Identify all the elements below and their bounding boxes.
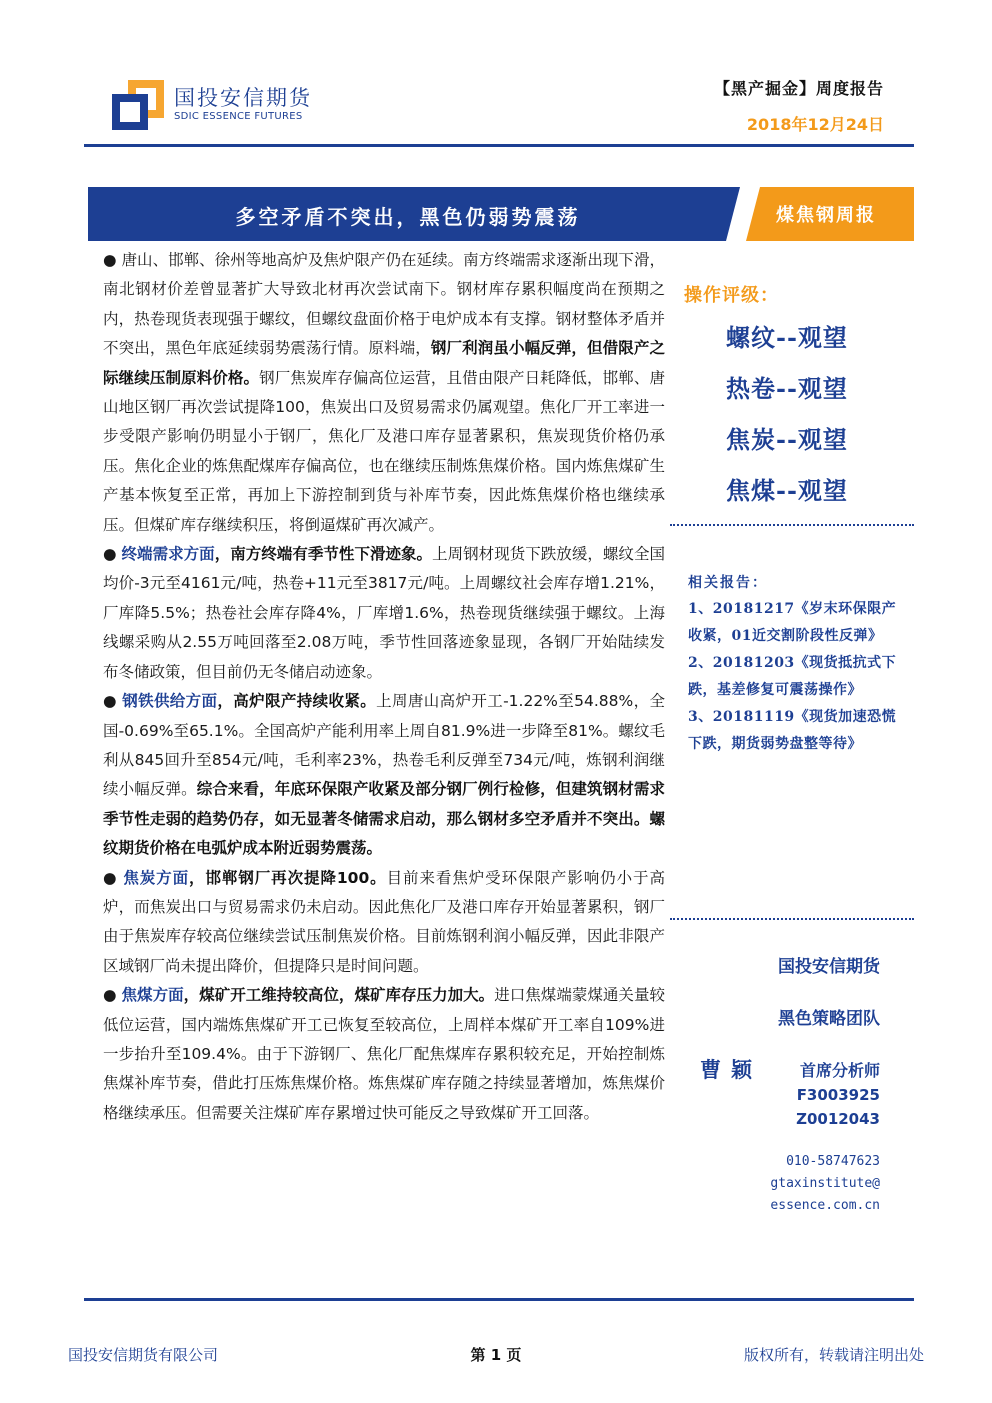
demand-text: 上周钢材现货下跌放缓，螺纹全国均价-3元至4161元/吨，热卷+11元至3817元/吨。上周螺纹社会库存增1.21%，厂库降5.5%；热卷社会库存降4%，厂库增1.6%，热卷现货继续强于螺纹。上海线螺采购从2.55万吨回落至2.08万吨，季节性回落迹象显现，各钢厂开始陆续发布冬储政策，但目前仍无冬储启动迹象。 bbox=[103, 545, 665, 681]
supply-text: 上周唐山高炉开工-1.22%至54.88%，全国-0.69%至65.1%。全国高炉产能利用率上周自81.9%进一步降至81%。螺纹毛利从845回升至854元/吨，毛利率23%，热卷毛利反弹至734元/吨，炼钢利润继续小幅反弹。 bbox=[103, 692, 665, 799]
footer-company: 国投安信期货有限公司 bbox=[68, 1346, 219, 1364]
report-title: 多空矛盾不突出，黑色仍弱势震荡 bbox=[235, 205, 581, 229]
coking-coal-heading: 焦煤方面 bbox=[121, 986, 184, 1005]
coke-text: 目前来看焦炉受环保限产影响仍小于高炉，而焦炭出口与贸易需求仍未启动。因此焦化厂及港口库存开始显著累积，钢厂由于焦炭库存较高位继续尝试压制焦炭价格。目前炼钢利润小幅反弹，因此非限产区域钢厂尚未提出降价，但提降只是时间问题。 bbox=[103, 868, 665, 975]
demand-bold: ，南方终端有季节性下滑迹象。 bbox=[214, 545, 433, 564]
rating-title: 操作评级： bbox=[684, 285, 779, 306]
summary-bold: 钢厂利润虽小幅反弹，但借限产之际继续压制原料价格。 bbox=[103, 339, 665, 387]
contact-email[interactable]: essence.com.cn bbox=[770, 1198, 880, 1213]
supply-paragraph bbox=[103, 687, 665, 863]
rating-item: 热卷--观望 bbox=[726, 374, 848, 403]
org-name: 国投安信期货 bbox=[778, 957, 880, 977]
page-number: 第 1 页 bbox=[470, 1346, 522, 1364]
report-body bbox=[103, 246, 665, 1128]
related-reports-list bbox=[688, 596, 904, 758]
rating-item: 焦炭--观望 bbox=[726, 425, 848, 454]
rating-item: 焦煤--观望 bbox=[726, 476, 848, 505]
demand-paragraph bbox=[103, 540, 665, 687]
coking-coal-text: 进口焦煤端蒙煤通关量较低位运营，国内端炼焦煤矿开工已恢复至较高位，上周样本煤矿开工率自109%进一步抬升至109.4%。由于下游钢厂、焦化厂配焦煤库存累积较充足，开始控制炼焦煤补库节奏，借此打压炼焦煤价格。炼焦煤矿库存随之持续显著增加，炼焦煤价格继续承压。但需要关注煤矿库存累增过快可能反之导致煤矿开工回落。 bbox=[103, 986, 665, 1122]
coke-bold: ，邯郸钢厂再次提降100。 bbox=[189, 868, 387, 887]
rating-list bbox=[726, 318, 848, 522]
bullet: ● bbox=[103, 692, 123, 711]
summary-text-a: ● 唐山、邯郸、徐州等地高炉及焦炉限产仍在延续。南方终端需求逐渐出现下滑，南北钢材价差曾显著扩大导致北材再次尝试南下。钢材库存累积幅度尚在预期之内，热卷现货表现强于螺纹，但螺纹盘面价格于电炉成本有支撑。钢材整体矛盾并不突出，黑色年底延续弱势震荡行情。原料端， bbox=[103, 251, 665, 358]
title-banner bbox=[88, 187, 914, 241]
coke-heading: 焦炭方面 bbox=[123, 868, 190, 887]
related-report-link[interactable]: 2、20181203《现货抵抗式下跌，基差修复可震荡操作》 bbox=[688, 655, 897, 698]
header-rule bbox=[84, 144, 914, 147]
footer-rule bbox=[84, 1298, 914, 1301]
demand-heading: 终端需求方面 bbox=[121, 545, 215, 564]
logo-cn-text: 国投安信期货 bbox=[174, 86, 312, 110]
related-reports-title: 相关报告： bbox=[688, 575, 768, 591]
coking-coal-paragraph bbox=[103, 981, 665, 1128]
report-category: 煤焦钢周报 bbox=[776, 205, 876, 226]
logo-mark-icon bbox=[112, 80, 164, 130]
related-report-link[interactable]: 3、20181119《现货加速恐慌下跌，期货弱势盘整等待》 bbox=[688, 709, 897, 752]
analyst-name: 曹颖 bbox=[700, 1058, 762, 1082]
report-series: 【黑产掘金】周度报告 bbox=[713, 79, 884, 98]
qualification-number: F3003925 bbox=[796, 1086, 880, 1104]
coke-paragraph bbox=[103, 864, 665, 982]
supply-heading: 钢铁供给方面 bbox=[122, 692, 218, 711]
team-name: 黑色策略团队 bbox=[778, 1009, 880, 1029]
supply-conclusion: 综合来看，年底环保限产收紧及部分钢厂例行检修，但建筑钢材需求季节性走弱的趋势仍存，如无显著冬储需求启动，那么钢材多空矛盾并不突出。螺纹期货价格在电弧炉成本附近弱势震荡。 bbox=[103, 780, 665, 858]
supply-bold: ，高炉限产持续收紧。 bbox=[217, 692, 377, 711]
contact-email[interactable]: gtaxinstitute@ bbox=[770, 1176, 880, 1191]
bullet: ● bbox=[103, 868, 124, 887]
logo-en-text: SDIC ESSENCE FUTURES bbox=[174, 111, 303, 122]
report-date: 2018年12月24日 bbox=[746, 115, 884, 134]
sidebar-divider bbox=[670, 524, 914, 526]
rating-item: 螺纹--观望 bbox=[726, 323, 848, 352]
footer-copyright: 版权所有，转载请注明出处 bbox=[743, 1346, 924, 1364]
summary-text-b: 钢厂焦炭库存偏高位运营，且借由限产日耗降低，邯郸、唐山地区钢厂再次尝试提降100，焦炭出口及贸易需求仍属观望。焦化厂开工率进一步受限产影响仍明显小于钢厂，焦化厂及港口库存显著累积，焦炭现货价格仍承压。焦化企业的炼焦配煤库存偏高位，也在继续压制炼焦煤价格。国内炼焦煤矿生产基本恢复至正常，再加上下游控制到货与补库节奏，因此炼焦煤价格也继续承压。但煤矿库存继续积压，将倒逼煤矿再次减产。 bbox=[103, 368, 665, 534]
qualification-number: Z0012043 bbox=[796, 1110, 880, 1128]
coking-coal-bold: ，煤矿开工维持较高位，煤矿库存压力加大。 bbox=[183, 986, 495, 1005]
company-logo bbox=[112, 78, 342, 134]
bullet: ● bbox=[103, 986, 122, 1005]
bullet: ● bbox=[103, 545, 122, 564]
analyst-role: 首席分析师 bbox=[799, 1061, 880, 1080]
summary-paragraph bbox=[103, 246, 665, 540]
sidebar-divider bbox=[670, 918, 914, 920]
contact-phone: 010-58747623 bbox=[786, 1154, 880, 1169]
related-report-link[interactable]: 1、20181217《岁末环保限产收紧，01近交割阶段性反弹》 bbox=[688, 601, 897, 644]
